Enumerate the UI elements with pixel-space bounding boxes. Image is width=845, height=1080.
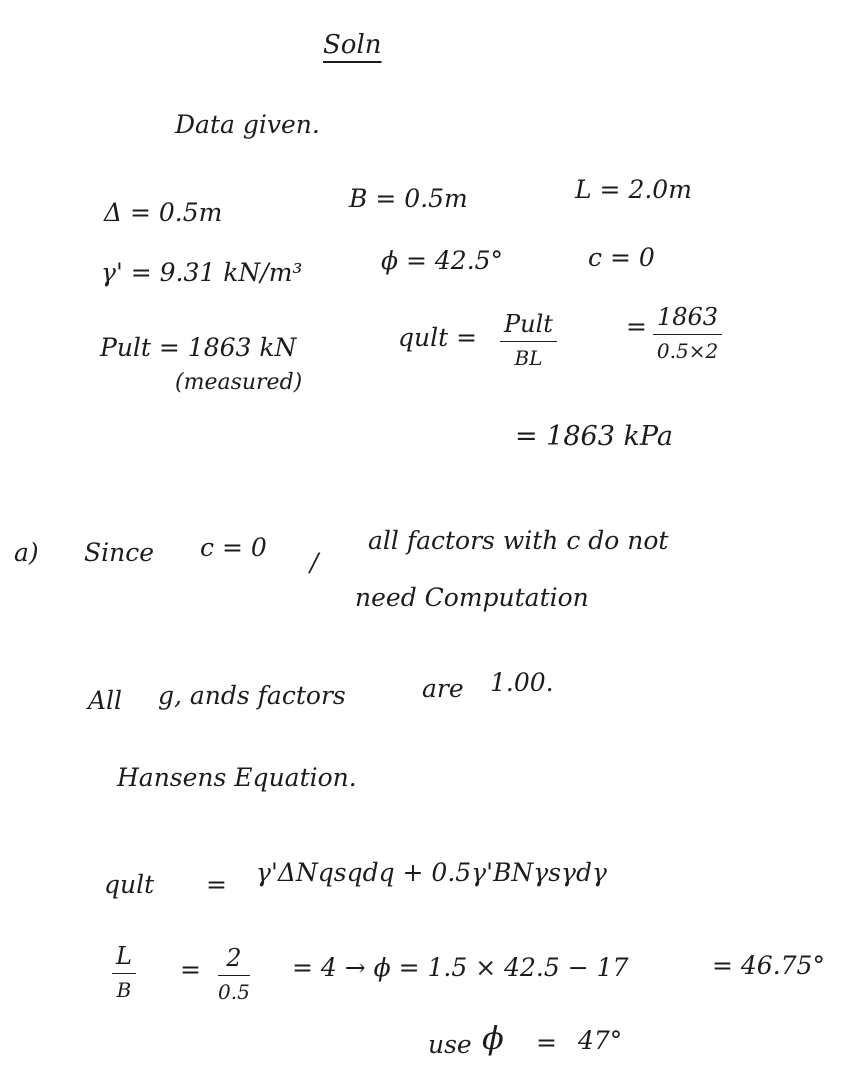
two-over-half-fraction: [218, 944, 250, 1004]
design-phi-value: 47°: [578, 1026, 623, 1055]
factor-value: 1.00.: [490, 668, 554, 697]
phi-correction-text: = 4 → ϕ = 1.5 × 42.5 − 17: [292, 953, 629, 982]
equation-rhs: γ'ΔNqsqdq + 0.5γ'BNγsγdγ: [256, 858, 607, 887]
fraction-numerator: 2: [226, 944, 242, 972]
use-equals: =: [536, 1028, 557, 1057]
fraction-numerator: 1863: [657, 303, 719, 331]
pult-over-bl-fraction: [500, 310, 557, 370]
fraction-denominator: B: [116, 978, 132, 1002]
friction-angle-value: ϕ = 42.5°: [381, 246, 504, 275]
are-word: are: [422, 674, 464, 703]
fraction-numerator: Pult: [504, 310, 553, 338]
qult-result: = 1863 kPa: [515, 421, 673, 452]
delta-value: Δ = 0.5m: [104, 198, 223, 227]
shape-depth-factors-text: g, ands factors: [158, 681, 346, 710]
fraction-denominator: 0.5: [218, 980, 250, 1004]
fraction-denominator: BL: [514, 346, 543, 370]
fraction-numerator: L: [116, 942, 132, 970]
phi-symbol: ϕ: [482, 1019, 504, 1057]
lb-equals: =: [180, 955, 201, 984]
unit-weight-value: γ' = 9.31 kN/m³: [101, 258, 303, 287]
qult-lhs: qult =: [398, 323, 478, 352]
hansens-heading: Hansens Equation.: [117, 763, 357, 792]
l-over-b-fraction: [112, 942, 136, 1002]
cohesion-value: c = 0: [588, 243, 655, 272]
equation-lhs: qult: [104, 870, 155, 899]
equals-sign: =: [626, 312, 647, 341]
value-fraction: [653, 303, 722, 363]
fraction-denominator: 0.5×2: [656, 339, 719, 363]
measured-note: (measured): [175, 370, 303, 395]
corrected-phi-result: = 46.75°: [712, 951, 825, 980]
comma-slash: /: [310, 548, 319, 577]
equation-equals: =: [206, 870, 227, 899]
factors-note-line1: all factors with c do not: [368, 526, 669, 555]
factors-note-line2: need Computation: [355, 583, 589, 612]
part-marker: a): [14, 538, 39, 567]
since-word: Since: [84, 538, 155, 567]
use-word: use: [428, 1030, 472, 1059]
page-title: Soln: [323, 30, 382, 60]
pult-value: Pult = 1863 kN: [100, 333, 297, 362]
c-zero-text: c = 0: [200, 533, 267, 562]
data-given-heading: Data given.: [175, 110, 320, 139]
width-b-value: B = 0.5m: [349, 184, 468, 213]
length-l-value: L = 2.0m: [575, 175, 692, 204]
all-word: All: [88, 686, 123, 715]
